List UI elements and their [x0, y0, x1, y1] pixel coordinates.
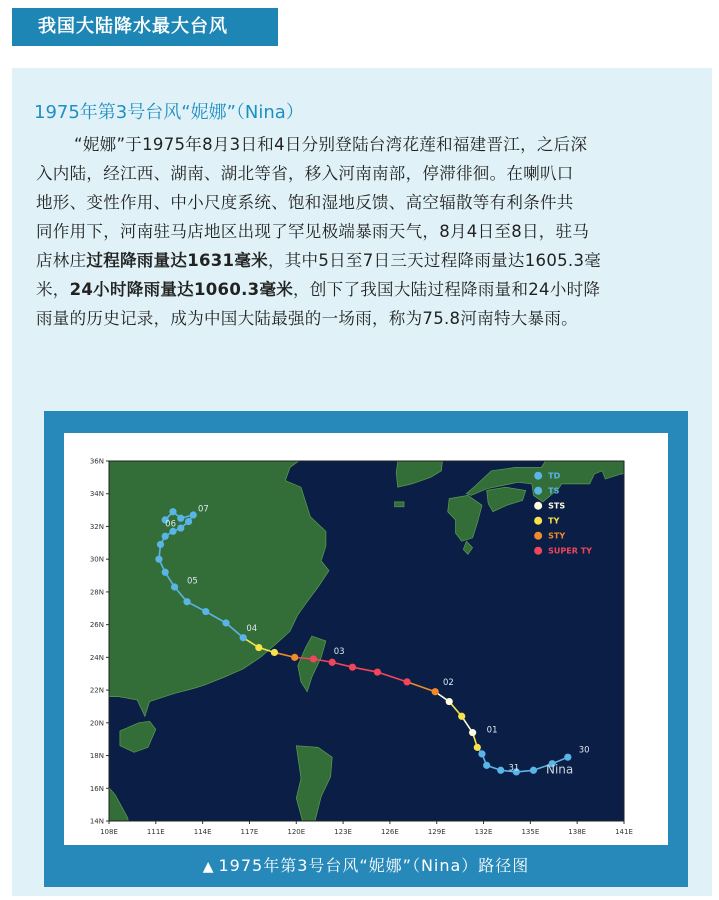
track-point [432, 688, 439, 695]
track-point [497, 767, 504, 774]
y-tick-label: 30N [89, 555, 104, 564]
legend-marker [534, 472, 542, 480]
track-point [483, 762, 490, 769]
track-point [403, 678, 410, 685]
storm-name-label: Nina [545, 762, 574, 777]
track-point [310, 655, 317, 662]
legend-label: STY [548, 531, 566, 541]
track-point [469, 729, 476, 736]
track-point [291, 654, 298, 661]
y-tick-label: 28N [89, 588, 104, 597]
track-point [177, 515, 184, 522]
legend-marker [534, 532, 542, 540]
article-panel [12, 68, 712, 896]
track-point [202, 608, 209, 615]
x-tick-label: 138E [568, 828, 587, 836]
section-header [12, 8, 278, 46]
track-point [169, 508, 176, 515]
track-point [478, 750, 485, 757]
paragraph-text: ，其中5日至7日三天过程降雨量达1605.3毫 [267, 251, 602, 270]
track-point [329, 659, 336, 666]
x-tick-label: 120E [287, 828, 306, 836]
y-tick-label: 14N [89, 817, 104, 826]
track-point [155, 556, 162, 563]
paragraph-line [36, 246, 696, 275]
legend-marker [534, 517, 542, 525]
x-tick-label: 129E [427, 828, 446, 836]
x-tick-label: 126E [381, 828, 399, 836]
x-tick-label: 132E [474, 828, 493, 836]
track-point [530, 767, 537, 774]
track-point [157, 541, 164, 548]
map-caption-text: 1975年第3号台风“妮娜”（Nina）路径图 [218, 856, 530, 875]
track-point [162, 533, 169, 540]
legend-label: TD [548, 471, 561, 481]
paragraph-text: ，创下了我国大陆过程降雨量和24小时降 [293, 280, 601, 299]
paragraph-text: 入内陆，经江西、湖南、湖北等省，移入河南南部，停滞徘徊。在喇叭口 [36, 164, 574, 183]
track-point [185, 518, 192, 525]
legend-label: TY [548, 516, 560, 526]
paragraph-text: “妮娜”于1975年8月3日和4日分别登陆台湾花莲和福建晋江，之后深 [74, 135, 588, 154]
track-point [177, 524, 184, 531]
day-label: 30 [578, 745, 590, 756]
track-point [222, 619, 229, 626]
day-label: 01 [486, 725, 498, 736]
section-header-title: 我国大陆降水最大台风 [38, 16, 228, 37]
track-point [190, 511, 197, 518]
paragraph-line [36, 188, 696, 217]
y-tick-label: 36N [89, 457, 104, 466]
x-tick-label: 108E [100, 828, 118, 836]
track-point [183, 598, 190, 605]
y-tick-label: 18N [89, 752, 104, 761]
paragraph-line [36, 275, 696, 304]
paragraph-line [36, 304, 696, 333]
y-tick-label: 22N [89, 686, 104, 695]
x-tick-label: 123E [334, 828, 352, 836]
y-tick-label: 34N [89, 490, 104, 499]
track-point [446, 698, 453, 705]
day-label: 06 [165, 519, 177, 530]
paragraph-text: 地形、变性作用、中小尺度系统、饱和湿地反馈、高空辐散等有利条件共 [36, 193, 574, 212]
jeju-island [395, 502, 404, 507]
typhoon-track-map-frame [44, 411, 688, 887]
paragraph-text: 米， [36, 280, 70, 299]
legend-marker [534, 502, 542, 510]
legend-label: SUPER TY [548, 546, 592, 556]
track-point [349, 664, 356, 671]
triangle-icon: ▲ [202, 859, 215, 875]
day-label: 07 [197, 504, 209, 515]
y-tick-label: 24N [89, 653, 104, 662]
article-title: 1975年第3号台风“妮娜”（Nina） [34, 102, 304, 123]
track-point [271, 649, 278, 656]
x-tick-label: 117E [240, 828, 259, 836]
track-point [171, 583, 178, 590]
legend-label: STS [548, 501, 566, 511]
track-point [458, 713, 465, 720]
day-label: 03 [333, 647, 345, 658]
paragraph-line [36, 159, 696, 188]
legend-marker [534, 547, 542, 555]
legend-label: TS [548, 486, 560, 496]
highlighted-figure: 过程降雨量达1631毫米 [86, 251, 268, 270]
track-point [564, 754, 571, 761]
day-label: 02 [442, 678, 454, 689]
x-tick-label: 114E [193, 828, 212, 836]
x-tick-label: 111E [146, 828, 165, 836]
x-tick-label: 141E [615, 828, 633, 836]
day-label: 31 [508, 763, 520, 774]
track-point [240, 634, 247, 641]
y-tick-label: 16N [89, 784, 104, 793]
y-tick-label: 32N [89, 522, 104, 531]
paragraph-text: 店林庄 [36, 251, 87, 270]
typhoon-track-map [44, 411, 688, 887]
paragraph-line [36, 130, 696, 159]
x-tick-label: 135E [521, 828, 540, 836]
y-tick-label: 26N [89, 621, 104, 630]
day-label: 05 [187, 576, 198, 587]
paragraph-line [36, 217, 696, 246]
track-point [374, 668, 381, 675]
track-point [162, 569, 169, 576]
track-point [474, 744, 481, 751]
track-point [255, 644, 262, 651]
article-body [36, 130, 696, 333]
highlighted-figure: 24小时降雨量达1060.3毫米 [69, 280, 294, 299]
map-caption [44, 853, 688, 876]
day-label: 04 [246, 624, 258, 635]
legend-marker [534, 487, 542, 495]
paragraph-text: 同作用下，河南驻马店地区出现了罕见极端暴雨天气，8月4日至8日，驻马 [36, 222, 590, 241]
paragraph-text: 雨量的历史记录，成为中国大陆最强的一场雨，称为75.8河南特大暴雨。 [36, 309, 578, 328]
y-tick-label: 20N [89, 719, 104, 728]
